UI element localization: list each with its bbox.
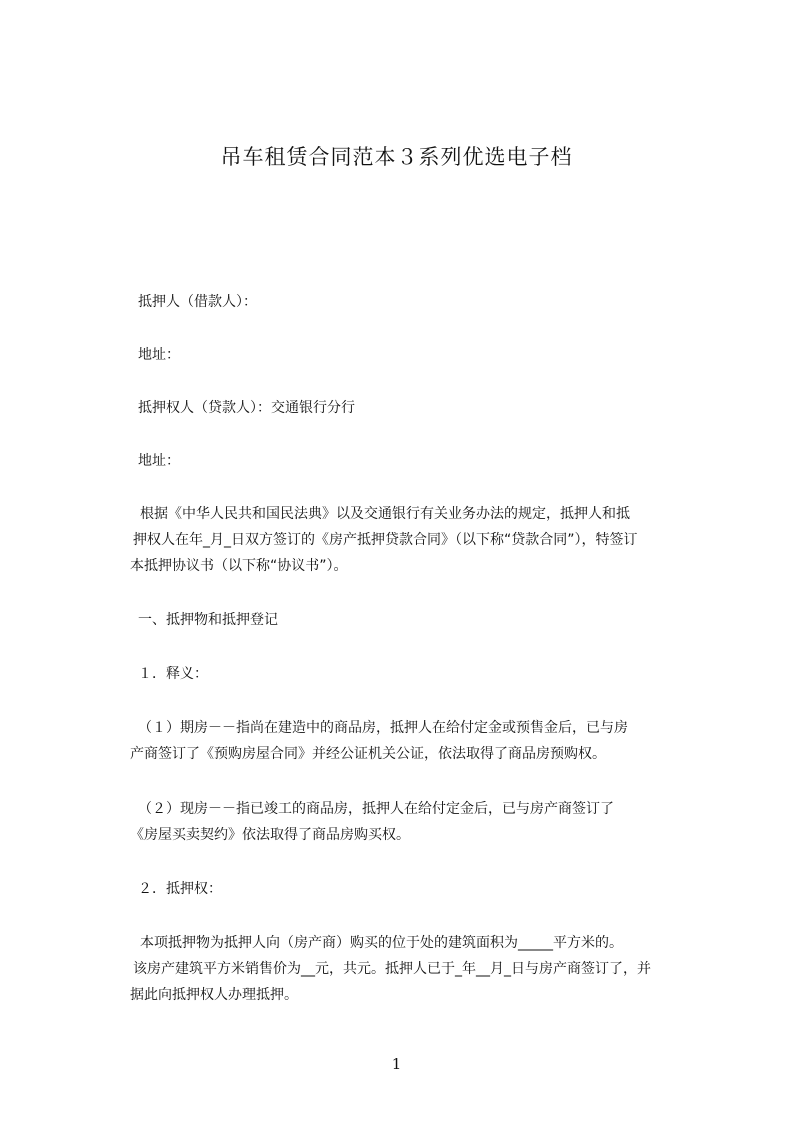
item2-heading: ２．抵押权： bbox=[138, 881, 222, 897]
def2-line-2: 《房屋买卖契约》依法取得了商品房购买权。 bbox=[130, 827, 410, 843]
section1-heading: 一、抵押物和抵押登记 bbox=[138, 612, 278, 628]
collateral-line-3: 据此向抵押权人办理抵押。 bbox=[130, 987, 298, 1003]
def1-line-1: （１）期房－－指尚在建造中的商品房，抵押人在给付定金或预售金后，已与房 bbox=[138, 720, 628, 736]
intro-line-3: 本抵押协议书（以下称“协议书”）。 bbox=[130, 558, 348, 574]
document-title: 吊车租赁合同范本３系列优选电子档 bbox=[220, 145, 573, 169]
address-label-2: 地址： bbox=[138, 453, 180, 469]
collateral-line-2: 该房产建筑平方米销售价为__元，共元。抵押人已于_年__月_日与房产商签订了，并 bbox=[133, 961, 651, 977]
address-label-1: 地址： bbox=[138, 347, 180, 363]
intro-line-1: 根据《中华人民共和国民法典》以及交通银行有关业务办法的规定，抵押人和抵 bbox=[140, 506, 630, 522]
def2-line-1: （２）现房－－指已竣工的商品房，抵押人在给付定金后，已与房产商签订了 bbox=[138, 801, 614, 817]
mortgagor-label: 抵押人（借款人）： bbox=[138, 294, 257, 310]
intro-line-2: 押权人在年_月_日双方签订的《房产抵押贷款合同》（以下称“贷款合同”），特签订 bbox=[133, 532, 638, 548]
mortgagee-label: 抵押权人（贷款人）：交通银行分行 bbox=[138, 400, 355, 416]
item1-heading: １．释义： bbox=[138, 666, 208, 682]
def1-line-2: 产商签订了《预购房屋合同》并经公证机关公证，依法取得了商品房预购权。 bbox=[130, 746, 606, 762]
collateral-line-1: 本项抵押物为抵押人向（房产商）购买的位于处的建筑面积为_____平方米的。 bbox=[140, 935, 623, 951]
page-number: 1 bbox=[391, 1055, 402, 1073]
